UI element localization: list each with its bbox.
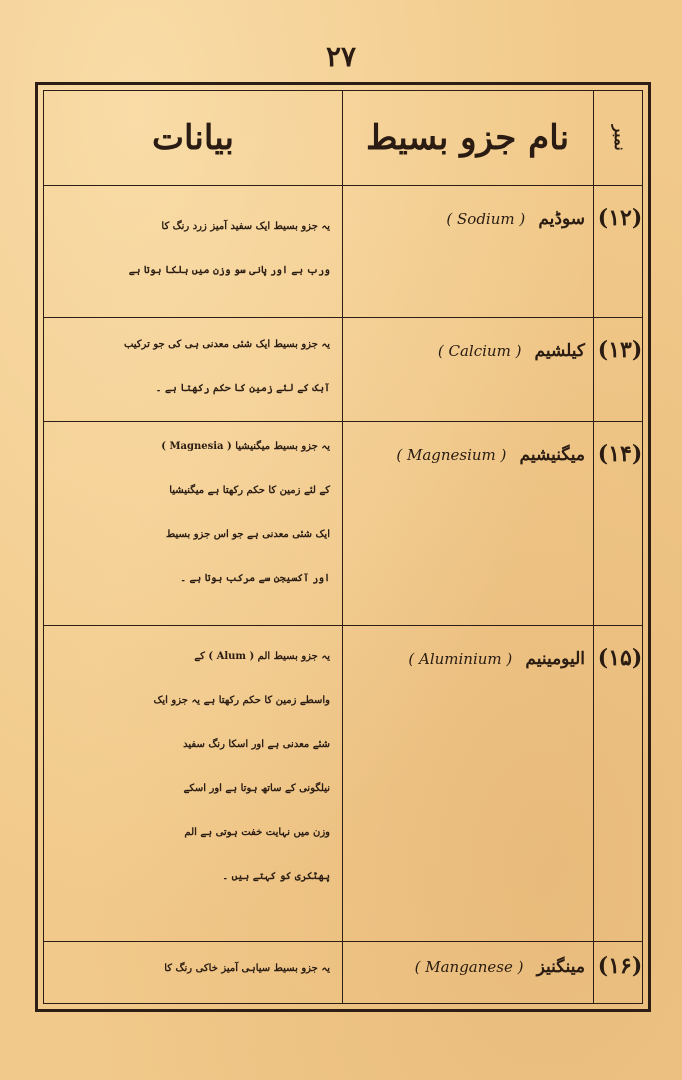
- description-line: یہ جزو بسیط ایک سفید آمیز زرد رنگ کا: [161, 221, 330, 232]
- element-name-cell: [342, 185, 593, 317]
- element-name-urdu: کیلشیم: [534, 341, 585, 361]
- element-name-english: ( Sodium ): [446, 210, 526, 228]
- element-name-urdu: میگنیشیم: [519, 445, 585, 465]
- description-cell: [44, 185, 342, 317]
- description-line: یہ جزو بسیط الم ( Alum ) کے: [194, 651, 330, 662]
- row-number: (۱۶): [597, 953, 643, 979]
- element-name-cell: [342, 421, 593, 625]
- description-line: کے لئے زمین کا حکم رکھتا ہے میگنیشیا: [169, 485, 330, 496]
- description-line: یہ جزو بسیط سیاہی آمیز خاکی رنگ کا: [164, 963, 330, 974]
- description-cell: [44, 421, 342, 625]
- element-name-urdu: سوڈیم: [538, 209, 585, 229]
- element-name-urdu: الیومینیم: [525, 649, 585, 669]
- row-number: (۱۵): [597, 645, 643, 671]
- element-name-english: ( Magnesium ): [396, 446, 507, 464]
- row-number: (۱۴): [597, 441, 643, 467]
- header-name: نام جزو بسیط: [365, 118, 570, 158]
- description-line: یہ جزو بسیط میگنیشیا ( Magnesia ): [161, 441, 330, 452]
- description-line: آہک کے لئے زمین کا حکم رکھتا ہے ۔: [155, 383, 330, 394]
- description-line: ورب ہے اور پانی سو وزن میں ہلکا ہوتا ہے: [128, 265, 330, 276]
- page-number: ۲۷: [325, 40, 357, 73]
- description-line: شئے معدنی ہے اور اسکا رنگ سفید: [183, 739, 330, 750]
- description-line: پھٹکری کو کہتے ہیں ۔: [222, 871, 330, 882]
- description-line: یہ جزو بسیط ایک شئی معدنی ہی کی جو ترکیب: [123, 339, 330, 350]
- description-cell: [44, 941, 342, 1008]
- description-line: اور آکسیجن سے مرکب ہوتا ہے ۔: [180, 573, 330, 584]
- description-line: واسطے زمین کا حکم رکھتا ہے یہ جزو ایک: [153, 695, 330, 706]
- element-name-cell: [342, 625, 593, 941]
- header-description: بیانات: [152, 118, 234, 158]
- description-cell: [44, 317, 342, 421]
- description-line: نیلگونی کے ساتھ ہوتا ہے اور اسکے: [183, 783, 330, 794]
- description-line: ایک شئی معدنی ہے جو اس جزو بسیط: [166, 529, 330, 540]
- element-name-english: ( Calcium ): [437, 342, 522, 360]
- description-cell: [44, 625, 342, 941]
- element-name-english: ( Aluminium ): [408, 650, 513, 668]
- row-number: (۱۳): [597, 337, 643, 363]
- table-grid: [43, 90, 643, 1004]
- element-name-urdu: مینگنیز: [536, 957, 585, 977]
- element-name-cell: [342, 317, 593, 421]
- row-number: (۱۲): [597, 205, 643, 231]
- description-line: وزن میں نہایت خفت ہوتی ہے الم: [184, 827, 330, 838]
- element-name-cell: [342, 941, 593, 1008]
- element-name-english: ( Manganese ): [414, 958, 524, 976]
- elements-table: [35, 82, 651, 1012]
- header-serial: نمبر: [611, 125, 629, 151]
